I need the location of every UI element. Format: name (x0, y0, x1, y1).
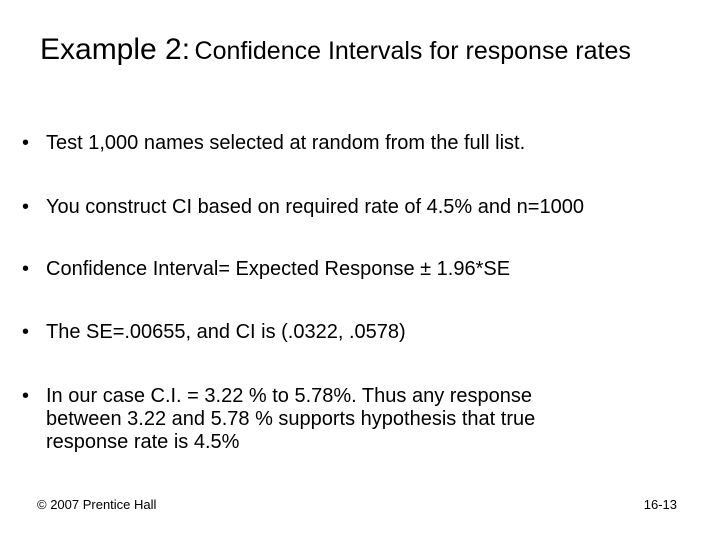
bullet-item (22, 132, 702, 155)
bullet-text: In our case C.I. = 3.22 % to 5.78%. Thus any response between 3.22 and 5.78 % supports hypothesis that true response rate is 4.5% (46, 385, 536, 453)
bullet-dot-icon: • (22, 196, 30, 218)
bullet-text: Test 1,000 names selected at random from the full list. (46, 132, 526, 154)
slide-title-rest: Confidence Intervals for response rates (194, 37, 631, 65)
bullet-item (22, 258, 702, 281)
bullet-dot-icon: • (22, 321, 30, 343)
bullet-text: The SE=.00655, and CI is (.0322, .0578) (46, 321, 406, 343)
bullet-item (22, 385, 702, 454)
bullet-dot-icon: • (22, 132, 30, 154)
footer-copyright: © 2007 Prentice Hall (37, 497, 157, 512)
bullet-dot-icon: • (22, 385, 30, 407)
bullet-text: Confidence Interval= Expected Response ± 1.96*SE (46, 258, 511, 280)
slide-title (40, 30, 710, 75)
footer-page-number: 16-13 (643, 497, 677, 512)
bullet-item (22, 321, 702, 344)
bullet-item (22, 196, 702, 219)
bullet-text: You construct CI based on required rate of 4.5% and n=1000 (46, 196, 584, 218)
bullet-dot-icon: • (22, 258, 30, 280)
slide-title-lead: Example 2: (40, 33, 191, 66)
